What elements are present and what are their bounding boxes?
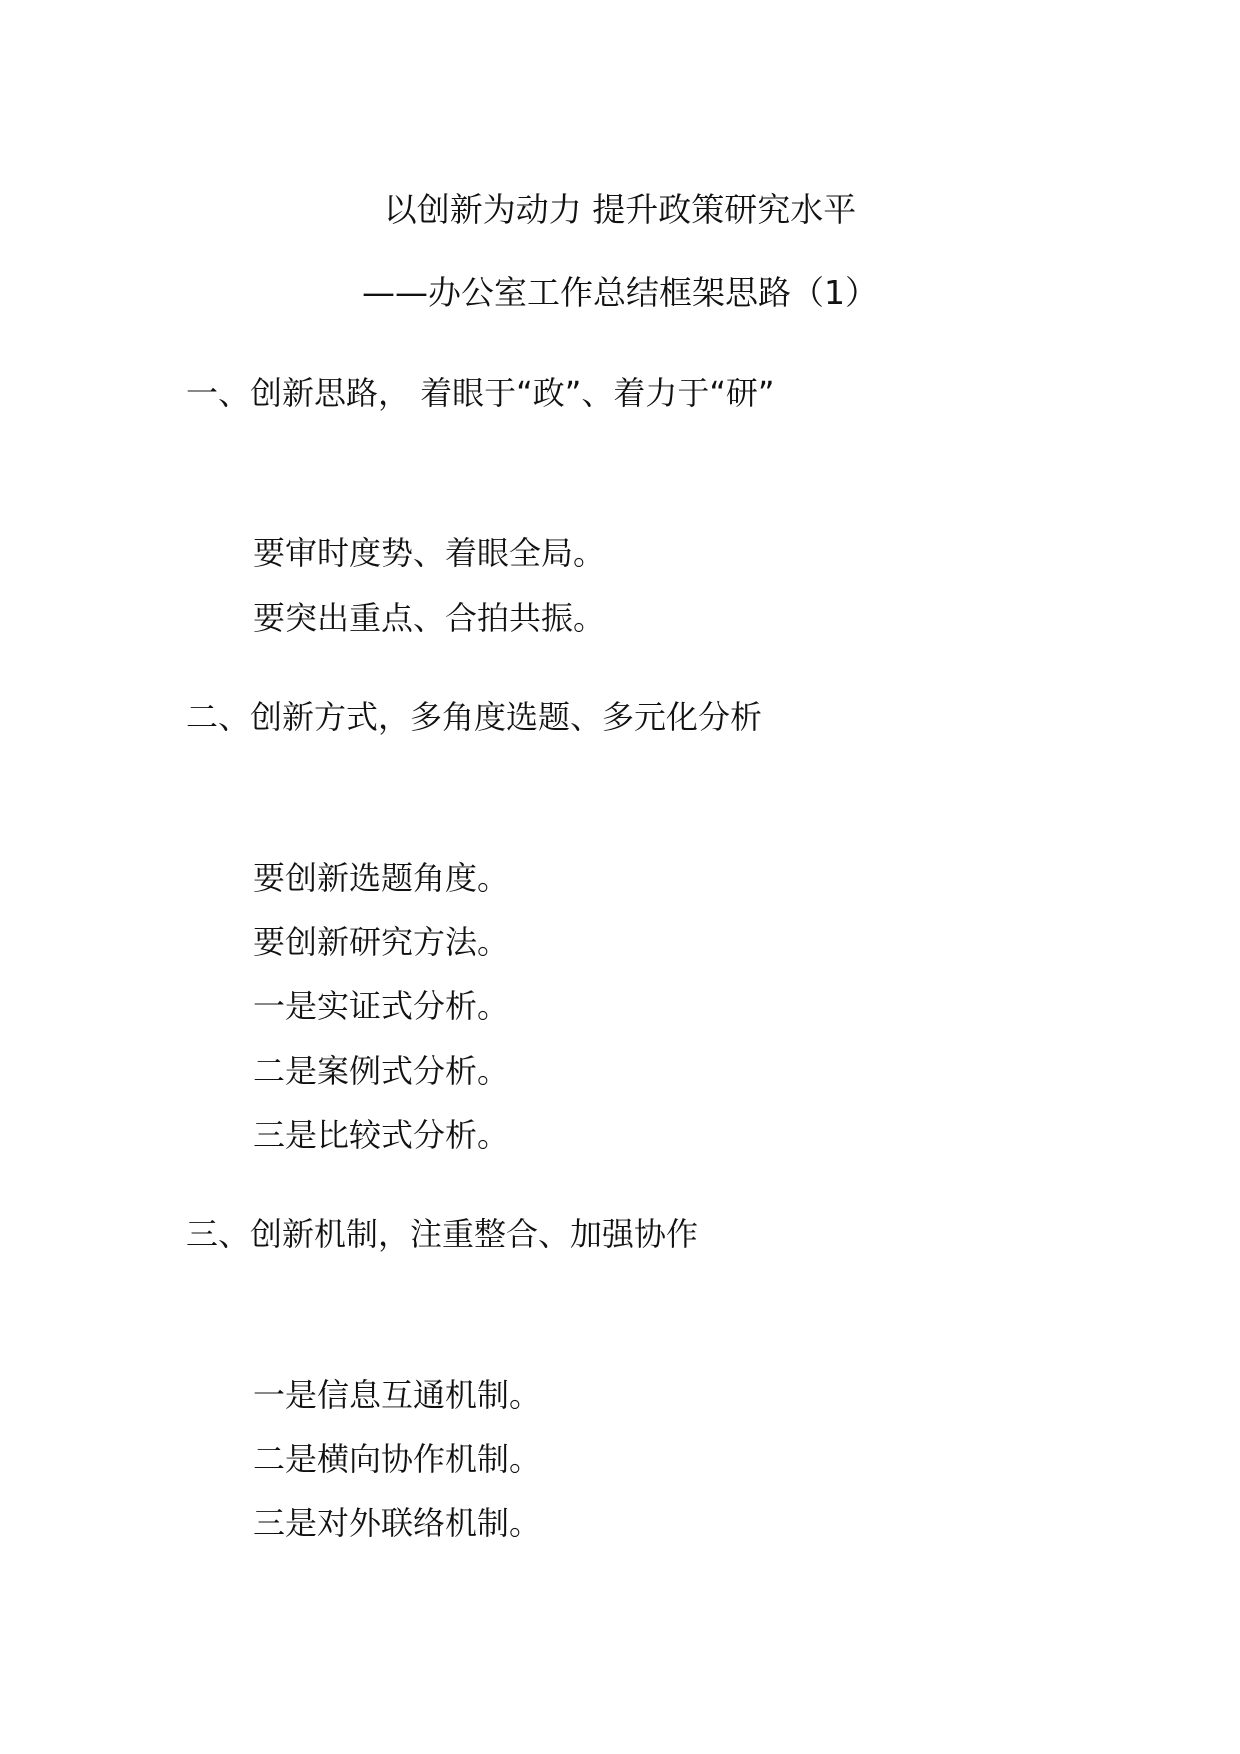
section-1-item-2: 要突出重点、合拍共振。 <box>253 599 606 637</box>
section-2-item-1: 要创新选题角度。 <box>253 859 510 897</box>
section-2-item-5: 三是比较式分析。 <box>253 1116 510 1154</box>
section-2-item-4: 二是案例式分析。 <box>253 1052 510 1090</box>
document-subtitle: ——办公室工作总结框架思路（1） <box>362 273 878 312</box>
section-3-item-1: 一是信息互通机制。 <box>253 1376 542 1414</box>
section-2-item-2: 要创新研究方法。 <box>253 923 510 961</box>
section-heading-3: 三、创新机制，注重整合、加强协作 <box>186 1215 699 1253</box>
section-heading-1: 一、创新思路， 着眼于“政”、着力于“研” <box>186 374 775 412</box>
section-3-item-3: 三是对外联络机制。 <box>253 1504 542 1542</box>
section-3-item-2: 二是横向协作机制。 <box>253 1440 542 1478</box>
document-title: 以创新为动力 提升政策研究水平 <box>383 190 857 229</box>
section-heading-2: 二、创新方式，多角度选题、多元化分析 <box>186 698 763 736</box>
section-2-item-3: 一是实证式分析。 <box>253 987 510 1025</box>
section-1-item-1: 要审时度势、着眼全局。 <box>253 534 606 572</box>
